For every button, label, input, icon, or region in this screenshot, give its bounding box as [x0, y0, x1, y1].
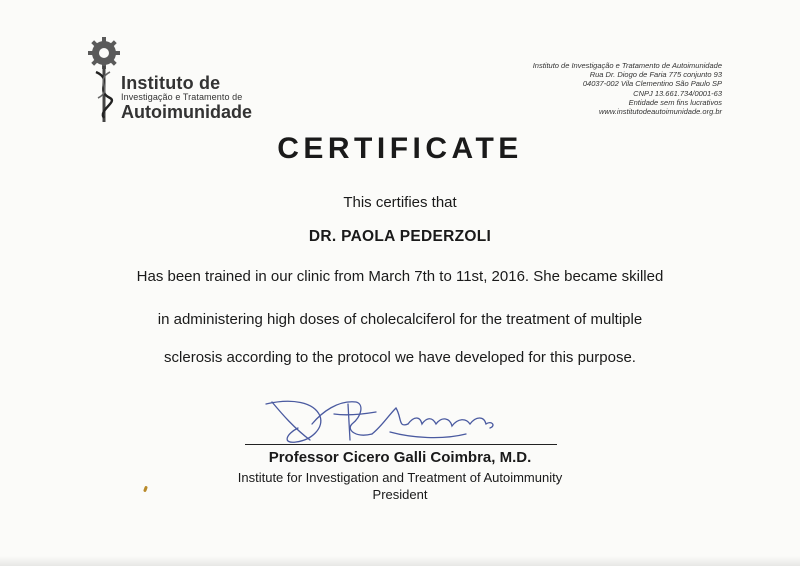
signature-line: [245, 444, 557, 445]
recipient-name: DR. PAOLA PEDERZOLI: [308, 228, 492, 245]
address-line: Instituto de Investigação e Tratamento de Autoimunidade: [532, 61, 722, 70]
address-line: CNPJ 13.661.734/0001-63: [633, 88, 722, 98]
signatory-institution: Institute for Investigation and Treatment of Autoimmunity: [237, 470, 563, 485]
address-line: www.institutodeautoimunidade.org.br: [599, 107, 722, 117]
address-line: 04037-002 Vila Clementino São Paulo SP: [582, 79, 722, 89]
certificate-title: CERTIFICATE: [277, 132, 523, 165]
logo-line-2: Investigação e Tratamento de: [121, 92, 243, 102]
body-line: in administering high doses of cholecalciferol for the treatment of multiple: [157, 311, 643, 328]
institute-logo: [84, 36, 264, 126]
address-line: Rua Dr. Diogo de Faria 775 conjunto 93: [589, 70, 722, 80]
address-line: Entidade sem fins lucrativos: [628, 97, 722, 107]
logo-wordmark: [121, 74, 252, 121]
handwritten-signature: [252, 394, 522, 448]
logo-line-3: Autoimunidade: [121, 102, 252, 122]
signatory-role: President: [372, 487, 428, 502]
logo-line-1: Instituto de: [121, 73, 221, 93]
institute-address: [422, 61, 722, 116]
body-line: Has been trained in our clinic from March 7th to 11st, 2016. She became skilled: [136, 268, 664, 285]
body-line: sclerosis according to the protocol we have developed for this purpose.: [164, 349, 636, 366]
gear-caduceus-icon: [84, 36, 124, 126]
certifies-text: This certifies that: [343, 194, 457, 211]
signatory-name: Professor Cicero Galli Coimbra, M.D.: [268, 449, 532, 466]
